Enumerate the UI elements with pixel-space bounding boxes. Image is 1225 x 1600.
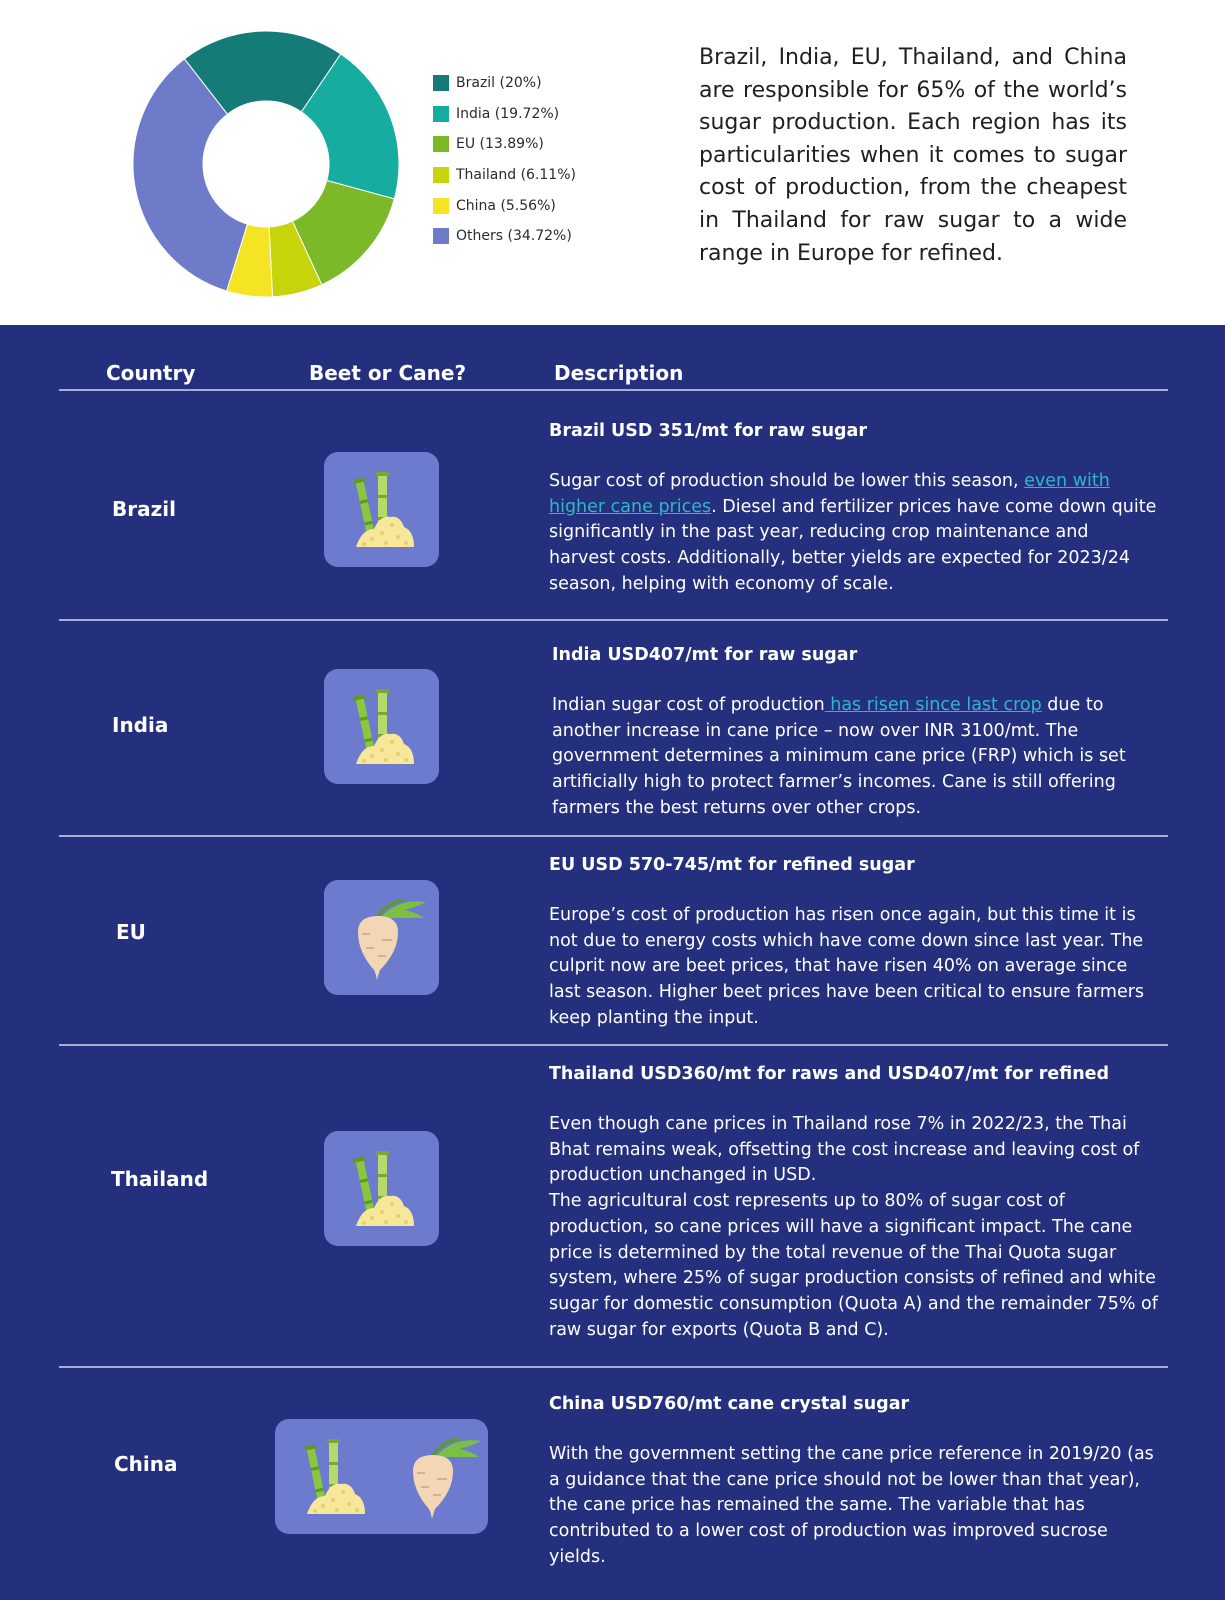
link-higher-cane-prices[interactable]: even with higher cane prices — [549, 471, 1110, 517]
desc-body-thailand: Even though cane prices in Thailand rose 7% in 2022/23, the Thai Bhat remains weak, offsetting the cost increase and leaving cost of production unchanged in USD. The agricultural cost represents up to 80% of sugar cost of production, so cane prices will have a significant impact. The cane price is determined by the total revenue of the Thai Quota sugar system, where 25% of sugar production consists of refined and white sugar for domestic consumption (Quota A) and the remainder 75% of raw sugar for exports (Quota B and C). — [549, 1114, 1158, 1340]
desc-body-india — [552, 693, 1162, 822]
legend-item — [433, 99, 576, 130]
legend-swatch — [433, 167, 449, 183]
legend-swatch — [433, 228, 449, 244]
country-china: China — [114, 1452, 178, 1476]
legend-swatch — [433, 198, 449, 214]
row-divider — [59, 1044, 1168, 1046]
cost-table — [0, 325, 1225, 1600]
desc-title-india: India USD407/mt for raw sugar — [552, 645, 858, 665]
desc-eu — [549, 853, 1159, 1032]
legend-label: EU (13.89%) — [456, 136, 544, 153]
header-country: Country — [106, 361, 196, 385]
desc-body-brazil — [549, 469, 1159, 598]
legend-item — [433, 190, 576, 221]
legend-label: Others (34.72%) — [456, 228, 572, 245]
intro-paragraph: Brazil, India, EU, Thailand, and China are responsible for 65% of the world’s sugar production. Each region has its particularities when it comes to sugar cost of production, from the cheapest in Thailand for raw sugar to a wide range in Europe for refined. — [699, 45, 1127, 266]
row-divider — [59, 619, 1168, 621]
legend-label: Brazil (20%) — [456, 75, 542, 92]
desc-text-india-cont: due to another increase in cane price – now over INR 3100/mt. The government determines a minimum cane price (FRP) which is set artificially high to protect farmer’s incomes. Cane is still offering farmers the best returns over other crops. — [552, 695, 1126, 818]
sugarcane-icon — [348, 688, 418, 768]
country-thailand: Thailand — [111, 1167, 209, 1191]
header-crop: Beet or Cane? — [309, 361, 467, 385]
crop-icon-box-eu — [324, 880, 439, 995]
legend-item — [433, 221, 576, 252]
row-divider — [59, 835, 1168, 837]
country-india: India — [112, 713, 169, 737]
desc-body-eu: Europe’s cost of production has risen once again, but this time it is not due to energy costs which have come down since last year. The culprit now are beet prices, that have risen 40% on average since last season. Higher beet prices have been critical to ensure farmers keep planting the input. — [549, 905, 1145, 1028]
country-eu: EU — [116, 920, 146, 944]
chart-legend — [433, 68, 576, 252]
desc-thailand — [549, 1062, 1159, 1343]
desc-title-thailand: Thailand USD360/mt for raws and USD407/mt for refined — [549, 1064, 1110, 1084]
desc-india — [552, 643, 1162, 822]
desc-title-china: China USD760/mt cane crystal sugar — [549, 1394, 910, 1414]
country-brazil: Brazil — [112, 497, 176, 521]
crop-icon-box-thailand — [324, 1131, 439, 1246]
legend-item — [433, 160, 576, 191]
desc-china — [549, 1392, 1159, 1571]
row-divider — [59, 1366, 1168, 1368]
sugarcane-icon — [348, 1150, 418, 1230]
sugarcane-icon — [299, 1438, 369, 1518]
desc-title-brazil: Brazil USD 351/mt for raw sugar — [549, 421, 867, 441]
desc-brazil — [549, 419, 1159, 598]
desc-text-brazil: Sugar cost of production should be lower this season, — [549, 471, 1025, 491]
crop-icon-box-brazil — [324, 452, 439, 567]
crop-icon-box-china — [275, 1419, 488, 1534]
legend-item — [433, 68, 576, 99]
sugarcane-icon — [348, 471, 418, 551]
desc-body-china: With the government setting the cane price reference in 2019/20 (as a guidance that the cane price should not be lower than that year), the cane price has remained the same. The variable that has contributed to a lower cost of production was improved sucrose yields. — [549, 1444, 1154, 1567]
legend-label: India (19.72%) — [456, 105, 560, 122]
link-has-risen-since-last-crop[interactable]: has risen since last crop — [824, 695, 1042, 715]
legend-label: China (5.56%) — [456, 197, 556, 214]
sugar-beet-icon — [348, 894, 428, 984]
legend-swatch — [433, 136, 449, 152]
header-divider — [59, 389, 1168, 391]
desc-text-india: Indian sugar cost of production — [552, 695, 825, 715]
legend-label: Thailand (6.11%) — [456, 167, 576, 184]
header-description: Description — [554, 361, 684, 385]
desc-text-brazil-cont: . Diesel and fertilizer prices have come down quite significantly in the past year, reducing crop maintenance and harvest costs. Additionally, better yields are expected for 2023/24 season, helping with economy of scale. — [549, 496, 1157, 594]
legend-swatch — [433, 75, 449, 91]
legend-item — [433, 129, 576, 160]
sugar-beet-icon — [403, 1433, 483, 1523]
legend-swatch — [433, 106, 449, 122]
crop-icon-box-india — [324, 669, 439, 784]
desc-title-eu: EU USD 570-745/mt for refined sugar — [549, 855, 915, 875]
chart-section — [0, 0, 1225, 325]
donut-chart — [130, 28, 402, 300]
